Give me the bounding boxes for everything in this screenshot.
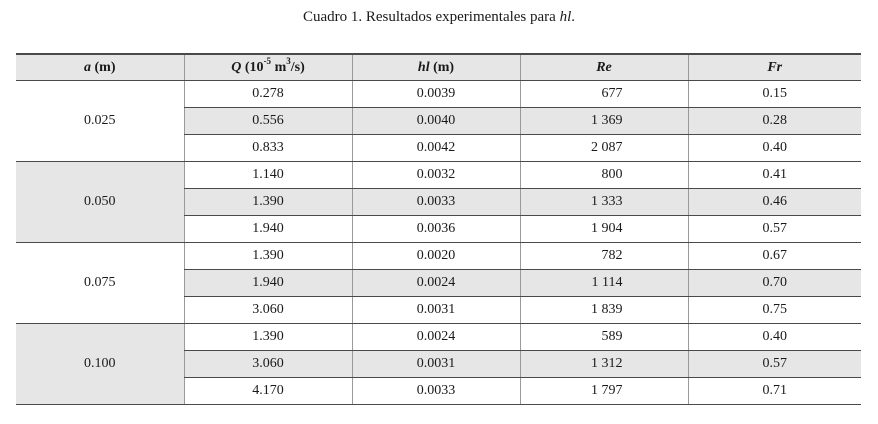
q-cell: 1.390 bbox=[184, 243, 352, 270]
header-q bbox=[184, 54, 352, 81]
header-re-var: Re bbox=[596, 59, 612, 75]
results-table bbox=[16, 53, 861, 405]
caption-suffix: . bbox=[571, 9, 575, 25]
hl-cell: 0.0039 bbox=[352, 81, 520, 108]
header-q-unit-pre: (10 bbox=[241, 59, 264, 75]
q-cell: 0.556 bbox=[184, 108, 352, 135]
re-cell: 1 839 bbox=[520, 297, 688, 324]
hl-cell: 0.0031 bbox=[352, 351, 520, 378]
hl-cell: 0.0024 bbox=[352, 324, 520, 351]
q-cell: 0.278 bbox=[184, 81, 352, 108]
caption-italic: hl bbox=[559, 9, 572, 25]
hl-cell: 0.0032 bbox=[352, 162, 520, 189]
header-re bbox=[520, 54, 688, 81]
table-row bbox=[16, 324, 861, 351]
re-cell: 1 369 bbox=[520, 108, 688, 135]
q-cell: 0.833 bbox=[184, 135, 352, 162]
header-q-exp1: -5 bbox=[263, 55, 272, 66]
re-cell: 1 114 bbox=[520, 270, 688, 297]
header-row bbox=[16, 54, 861, 81]
hl-cell: 0.0031 bbox=[352, 297, 520, 324]
re-cell: 1 797 bbox=[520, 378, 688, 405]
fr-cell: 0.70 bbox=[688, 270, 861, 297]
group-a-cell: 0.025 bbox=[16, 81, 184, 162]
header-hl-unit: (m) bbox=[429, 59, 455, 75]
q-cell: 1.390 bbox=[184, 324, 352, 351]
group-a-cell: 0.075 bbox=[16, 243, 184, 324]
header-a bbox=[16, 54, 184, 81]
fr-cell: 0.41 bbox=[688, 162, 861, 189]
table-row bbox=[16, 243, 861, 270]
fr-cell: 0.71 bbox=[688, 378, 861, 405]
hl-cell: 0.0042 bbox=[352, 135, 520, 162]
header-q-var: Q bbox=[231, 59, 242, 75]
header-hl bbox=[352, 54, 520, 81]
group-a-cell: 0.050 bbox=[16, 162, 184, 243]
fr-cell: 0.28 bbox=[688, 108, 861, 135]
fr-cell: 0.46 bbox=[688, 189, 861, 216]
group-a-cell: 0.100 bbox=[16, 324, 184, 405]
hl-cell: 0.0024 bbox=[352, 270, 520, 297]
re-cell: 800 bbox=[520, 162, 688, 189]
fr-cell: 0.67 bbox=[688, 243, 861, 270]
q-cell: 4.170 bbox=[184, 378, 352, 405]
fr-cell: 0.15 bbox=[688, 81, 861, 108]
re-cell: 2 087 bbox=[520, 135, 688, 162]
q-cell: 1.390 bbox=[184, 189, 352, 216]
q-cell: 3.060 bbox=[184, 297, 352, 324]
q-cell: 1.940 bbox=[184, 216, 352, 243]
re-cell: 589 bbox=[520, 324, 688, 351]
fr-cell: 0.40 bbox=[688, 135, 861, 162]
header-fr bbox=[688, 54, 861, 81]
header-a-var: a bbox=[84, 59, 91, 75]
table-row bbox=[16, 81, 861, 108]
fr-cell: 0.75 bbox=[688, 297, 861, 324]
fr-cell: 0.57 bbox=[688, 216, 861, 243]
re-cell: 1 333 bbox=[520, 189, 688, 216]
header-fr-var: Fr bbox=[767, 59, 783, 75]
header-q-exp2: 3 bbox=[286, 55, 291, 66]
fr-cell: 0.40 bbox=[688, 324, 861, 351]
hl-cell: 0.0033 bbox=[352, 378, 520, 405]
q-cell: 3.060 bbox=[184, 351, 352, 378]
header-a-unit: (m) bbox=[91, 59, 116, 75]
re-cell: 677 bbox=[520, 81, 688, 108]
header-q-mid: m bbox=[271, 59, 287, 75]
hl-cell: 0.0033 bbox=[352, 189, 520, 216]
re-cell: 1 904 bbox=[520, 216, 688, 243]
hl-cell: 0.0040 bbox=[352, 108, 520, 135]
hl-cell: 0.0036 bbox=[352, 216, 520, 243]
fr-cell: 0.57 bbox=[688, 351, 861, 378]
table-row bbox=[16, 162, 861, 189]
q-cell: 1.940 bbox=[184, 270, 352, 297]
caption-prefix: Cuadro 1. Resultados experimentales para bbox=[302, 9, 560, 25]
re-cell: 782 bbox=[520, 243, 688, 270]
header-hl-var: hl bbox=[417, 59, 430, 75]
header-q-unit-post: /s) bbox=[290, 59, 305, 75]
q-cell: 1.140 bbox=[184, 162, 352, 189]
hl-cell: 0.0020 bbox=[352, 243, 520, 270]
table-caption bbox=[0, 9, 878, 26]
re-cell: 1 312 bbox=[520, 351, 688, 378]
